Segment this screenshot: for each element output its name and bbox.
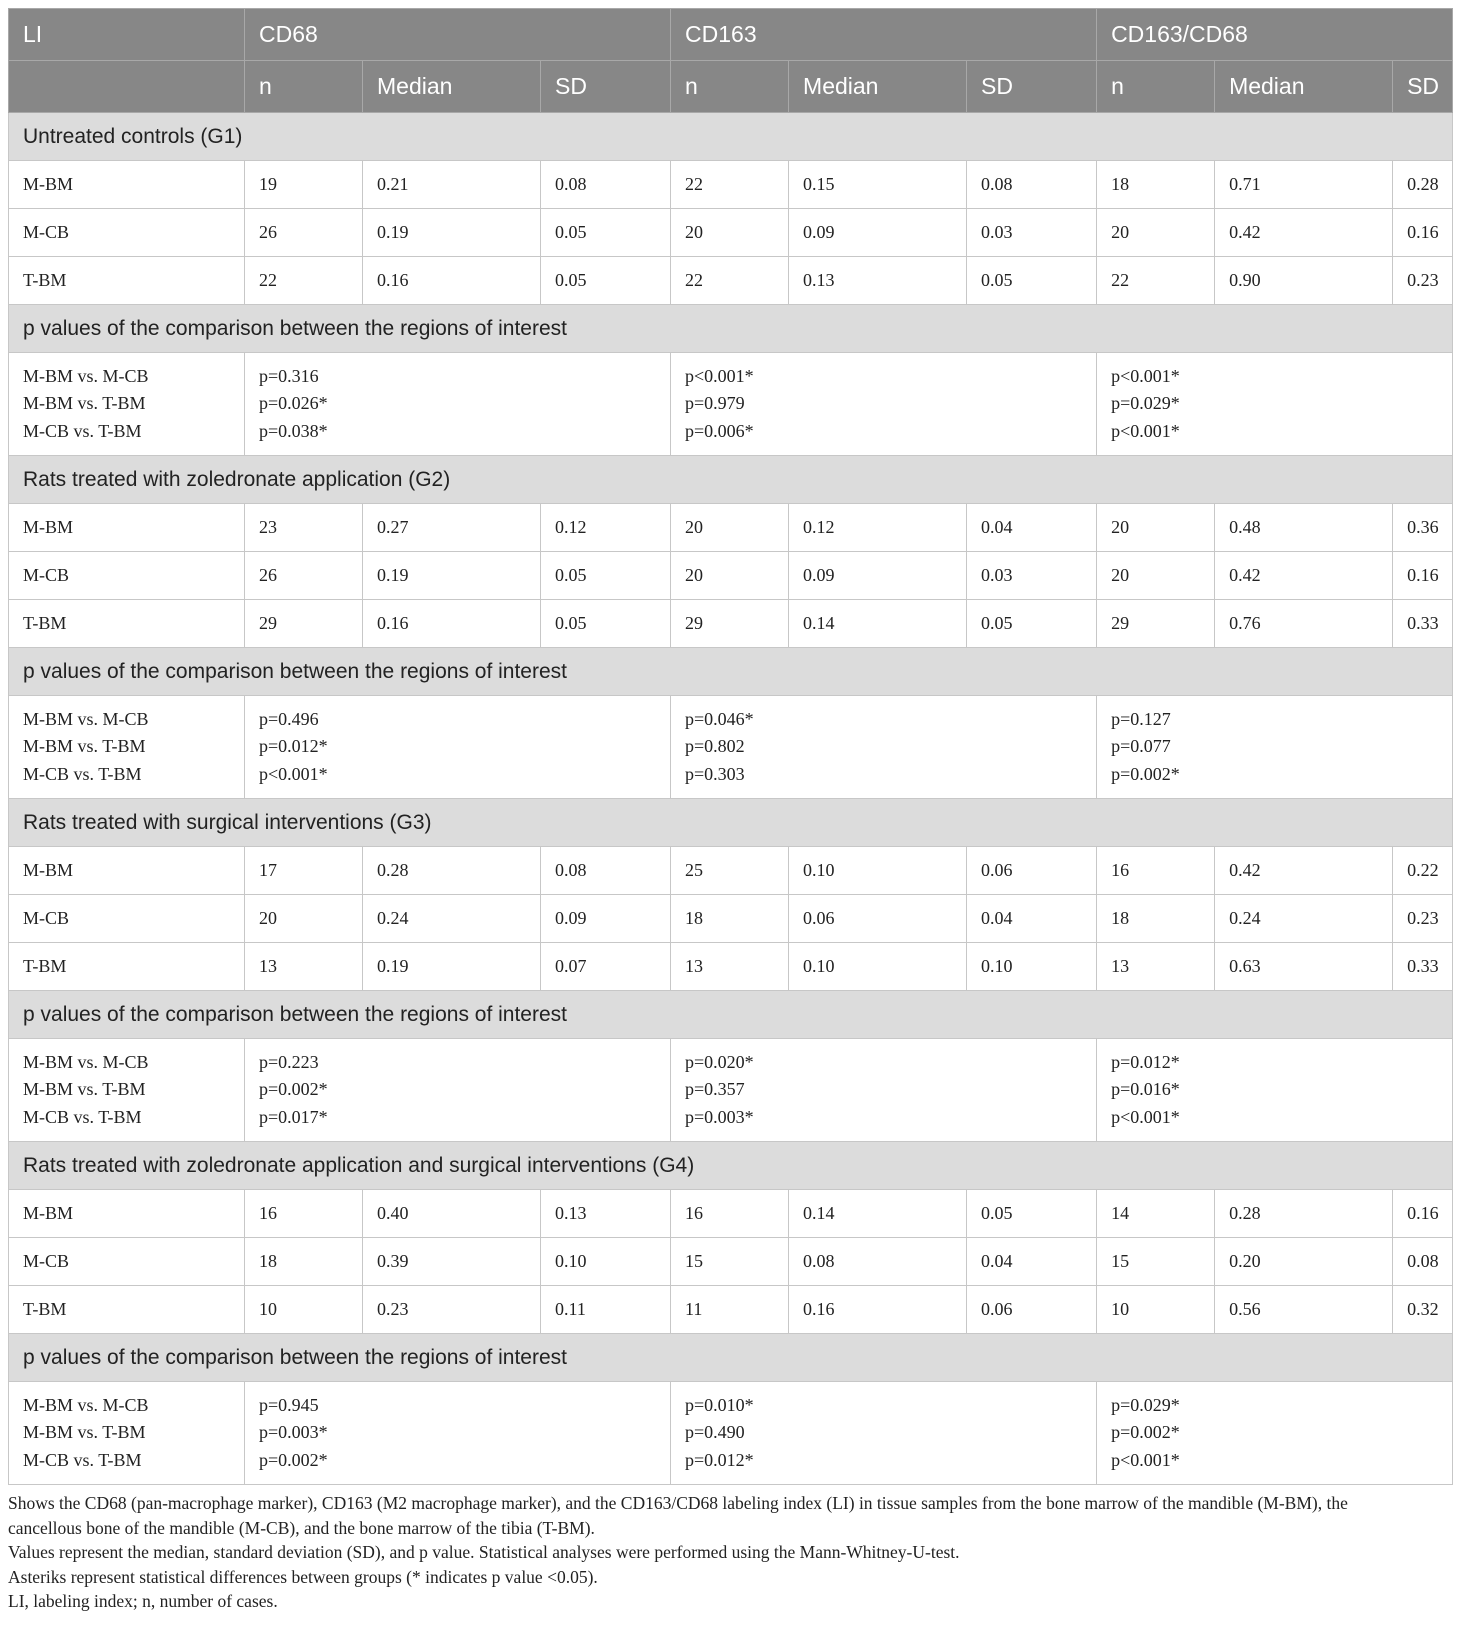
header-median: Median — [789, 61, 967, 113]
p-value: p=0.002* — [259, 1079, 328, 1100]
cd163-median-cell: 0.08 — [789, 1238, 967, 1286]
p-value: p=0.012* — [259, 736, 328, 757]
region-cell: T-BM — [9, 943, 245, 991]
header-median: Median — [363, 61, 541, 113]
ratio-n-cell: 13 — [1097, 943, 1215, 991]
ratio-median-cell: 0.48 — [1215, 504, 1393, 552]
p-value: p=0.012* — [1111, 1051, 1180, 1072]
p-value: p=0.223 — [259, 1051, 319, 1072]
ratio-n-cell: 20 — [1097, 552, 1215, 600]
ratio-median-cell: 0.63 — [1215, 943, 1393, 991]
table-row — [9, 847, 1453, 895]
ratio-n-cell: 10 — [1097, 1286, 1215, 1334]
group-title: Rats treated with surgical interventions (G3) — [9, 799, 1453, 847]
comparison-label: M-BM vs. M-CB — [23, 365, 149, 386]
cd163-median-cell: 0.14 — [789, 600, 967, 648]
p-value: p<0.001* — [1111, 420, 1180, 441]
cd68-sd-cell: 0.08 — [541, 161, 671, 209]
ratio-n-cell: 15 — [1097, 1238, 1215, 1286]
cd163-sd-cell: 0.04 — [967, 1238, 1097, 1286]
cd163-sd-cell: 0.10 — [967, 943, 1097, 991]
comparison-label: M-BM vs. M-CB — [23, 1394, 149, 1415]
header-row-2 — [9, 61, 1453, 113]
cd68-sd-cell: 0.07 — [541, 943, 671, 991]
p-value: p=0.945 — [259, 1394, 319, 1415]
ratio-pvalues-cell — [1097, 1382, 1453, 1485]
cd68-pvalues-cell — [245, 1039, 671, 1142]
pvalue-title: p values of the comparison between the regions of interest — [9, 991, 1453, 1039]
p-value: p<0.001* — [685, 365, 754, 386]
pvalue-header-row — [9, 1334, 1453, 1382]
ratio-median-cell: 0.42 — [1215, 552, 1393, 600]
ratio-median-cell: 0.42 — [1215, 847, 1393, 895]
table-row — [9, 552, 1453, 600]
table-row — [9, 257, 1453, 305]
cd163-median-cell: 0.12 — [789, 504, 967, 552]
comparison-labels-cell — [9, 353, 245, 456]
p-value: p=0.077 — [1111, 736, 1171, 757]
table-row — [9, 600, 1453, 648]
comparison-label: M-BM vs. T-BM — [23, 736, 146, 757]
p-value: p=0.316 — [259, 365, 319, 386]
region-cell: T-BM — [9, 600, 245, 648]
cd68-sd-cell: 0.13 — [541, 1190, 671, 1238]
p-value: p=0.002* — [1111, 1422, 1180, 1443]
header-empty — [9, 61, 245, 113]
ratio-sd-cell: 0.32 — [1393, 1286, 1453, 1334]
cd163-sd-cell: 0.05 — [967, 600, 1097, 648]
cd68-sd-cell: 0.05 — [541, 209, 671, 257]
cd163-median-cell: 0.10 — [789, 943, 967, 991]
pvalue-title: p values of the comparison between the regions of interest — [9, 648, 1453, 696]
comparison-label: M-CB vs. T-BM — [23, 1106, 142, 1127]
header-median: Median — [1215, 61, 1393, 113]
cd68-n-cell: 29 — [245, 600, 363, 648]
cd163-pvalues-cell — [671, 353, 1097, 456]
group-title: Rats treated with zoledronate application (G2) — [9, 456, 1453, 504]
cd68-sd-cell: 0.05 — [541, 600, 671, 648]
header-cd163: CD163 — [671, 9, 1097, 61]
p-value: p<0.001* — [1111, 1449, 1180, 1470]
p-value: p=0.016* — [1111, 1079, 1180, 1100]
cd163-sd-cell: 0.03 — [967, 552, 1097, 600]
ratio-median-cell: 0.90 — [1215, 257, 1393, 305]
cd163-median-cell: 0.13 — [789, 257, 967, 305]
cd163-pvalues-cell — [671, 1039, 1097, 1142]
ratio-median-cell: 0.71 — [1215, 161, 1393, 209]
ratio-median-cell: 0.24 — [1215, 895, 1393, 943]
p-value: p=0.046* — [685, 708, 754, 729]
pvalue-row — [9, 1382, 1453, 1485]
cd163-sd-cell: 0.08 — [967, 161, 1097, 209]
table-row — [9, 1190, 1453, 1238]
ratio-n-cell: 20 — [1097, 209, 1215, 257]
pvalue-title: p values of the comparison between the regions of interest — [9, 305, 1453, 353]
pvalue-header-row — [9, 648, 1453, 696]
cd163-n-cell: 16 — [671, 1190, 789, 1238]
cd163-pvalues-cell — [671, 1382, 1097, 1485]
p-value: p=0.026* — [259, 393, 328, 414]
footnote-line: LI, labeling index; n, number of cases. — [8, 1591, 278, 1611]
cd163-pvalues-cell — [671, 696, 1097, 799]
region-cell: T-BM — [9, 1286, 245, 1334]
cd68-n-cell: 26 — [245, 552, 363, 600]
cd68-median-cell: 0.39 — [363, 1238, 541, 1286]
comparison-label: M-CB vs. T-BM — [23, 1449, 142, 1470]
cd163-median-cell: 0.14 — [789, 1190, 967, 1238]
cd163-n-cell: 18 — [671, 895, 789, 943]
cd68-median-cell: 0.19 — [363, 943, 541, 991]
cd163-n-cell: 22 — [671, 257, 789, 305]
cd68-n-cell: 10 — [245, 1286, 363, 1334]
cd68-n-cell: 19 — [245, 161, 363, 209]
ratio-median-cell: 0.42 — [1215, 209, 1393, 257]
pvalue-row — [9, 353, 1453, 456]
header-sd: SD — [967, 61, 1097, 113]
cd68-pvalues-cell — [245, 1382, 671, 1485]
comparison-labels-cell — [9, 1039, 245, 1142]
pvalue-row — [9, 696, 1453, 799]
p-value: p=0.802 — [685, 736, 745, 757]
cd68-median-cell: 0.16 — [363, 257, 541, 305]
cd68-n-cell: 16 — [245, 1190, 363, 1238]
p-value: p=0.979 — [685, 393, 745, 414]
ratio-median-cell: 0.56 — [1215, 1286, 1393, 1334]
p-value: p=0.127 — [1111, 708, 1171, 729]
ratio-sd-cell: 0.08 — [1393, 1238, 1453, 1286]
header-row-1 — [9, 9, 1453, 61]
group-title: Untreated controls (G1) — [9, 113, 1453, 161]
table-row — [9, 1286, 1453, 1334]
comparison-label: M-BM vs. T-BM — [23, 1422, 146, 1443]
p-value: p<0.001* — [1111, 365, 1180, 386]
pvalue-header-row — [9, 991, 1453, 1039]
ratio-pvalues-cell — [1097, 1039, 1453, 1142]
cd68-median-cell: 0.21 — [363, 161, 541, 209]
cd68-sd-cell: 0.05 — [541, 257, 671, 305]
ratio-n-cell: 29 — [1097, 600, 1215, 648]
region-cell: M-CB — [9, 552, 245, 600]
cd163-n-cell: 22 — [671, 161, 789, 209]
cd163-n-cell: 13 — [671, 943, 789, 991]
ratio-sd-cell: 0.33 — [1393, 600, 1453, 648]
ratio-n-cell: 22 — [1097, 257, 1215, 305]
region-cell: M-BM — [9, 161, 245, 209]
p-value: p=0.038* — [259, 420, 328, 441]
ratio-n-cell: 16 — [1097, 847, 1215, 895]
cd163-median-cell: 0.09 — [789, 209, 967, 257]
cd68-median-cell: 0.19 — [363, 209, 541, 257]
table-row — [9, 161, 1453, 209]
cd68-pvalues-cell — [245, 353, 671, 456]
cd163-sd-cell: 0.05 — [967, 257, 1097, 305]
ratio-sd-cell: 0.23 — [1393, 895, 1453, 943]
ratio-sd-cell: 0.28 — [1393, 161, 1453, 209]
p-value: p=0.357 — [685, 1079, 745, 1100]
cd163-sd-cell: 0.06 — [967, 847, 1097, 895]
table-row — [9, 504, 1453, 552]
comparison-label: M-BM vs. M-CB — [23, 708, 149, 729]
header-li: LI — [9, 9, 245, 61]
ratio-sd-cell: 0.23 — [1393, 257, 1453, 305]
p-value: p=0.490 — [685, 1422, 745, 1443]
table-footnotes — [8, 1491, 1452, 1614]
cd163-n-cell: 20 — [671, 552, 789, 600]
p-value: p<0.001* — [1111, 1106, 1180, 1127]
ratio-n-cell: 18 — [1097, 895, 1215, 943]
comparison-label: M-BM vs. T-BM — [23, 1079, 146, 1100]
cd163-n-cell: 20 — [671, 209, 789, 257]
cd163-median-cell: 0.10 — [789, 847, 967, 895]
cd163-sd-cell: 0.03 — [967, 209, 1097, 257]
footnote-line: Values represent the median, standard deviation (SD), and p value. Statistical analyses were performed using the Mann-Whitney-U-test. — [8, 1542, 960, 1562]
region-cell: M-CB — [9, 895, 245, 943]
cd163-n-cell: 25 — [671, 847, 789, 895]
table-row — [9, 895, 1453, 943]
cd68-n-cell: 17 — [245, 847, 363, 895]
region-cell: M-BM — [9, 1190, 245, 1238]
group-title: Rats treated with zoledronate application and surgical interventions (G4) — [9, 1142, 1453, 1190]
region-cell: M-CB — [9, 1238, 245, 1286]
pvalue-row — [9, 1039, 1453, 1142]
cd68-n-cell: 13 — [245, 943, 363, 991]
cd68-sd-cell: 0.10 — [541, 1238, 671, 1286]
cd68-sd-cell: 0.12 — [541, 504, 671, 552]
header-cd68: CD68 — [245, 9, 671, 61]
p-value: p=0.496 — [259, 708, 319, 729]
region-cell: M-BM — [9, 847, 245, 895]
comparison-label: M-BM vs. T-BM — [23, 393, 146, 414]
p-value: p=0.017* — [259, 1106, 328, 1127]
p-value: p=0.002* — [259, 1449, 328, 1470]
header-n: n — [671, 61, 789, 113]
cd68-sd-cell: 0.05 — [541, 552, 671, 600]
cd68-n-cell: 26 — [245, 209, 363, 257]
cd163-n-cell: 29 — [671, 600, 789, 648]
p-value: p=0.029* — [1111, 393, 1180, 414]
ratio-sd-cell: 0.22 — [1393, 847, 1453, 895]
comparison-labels-cell — [9, 1382, 245, 1485]
ratio-median-cell: 0.76 — [1215, 600, 1393, 648]
header-sd: SD — [1393, 61, 1453, 113]
p-value: p=0.010* — [685, 1394, 754, 1415]
ratio-sd-cell: 0.36 — [1393, 504, 1453, 552]
ratio-sd-cell: 0.33 — [1393, 943, 1453, 991]
ratio-pvalues-cell — [1097, 353, 1453, 456]
cd68-median-cell: 0.16 — [363, 600, 541, 648]
cd68-sd-cell: 0.09 — [541, 895, 671, 943]
header-n: n — [245, 61, 363, 113]
ratio-n-cell: 18 — [1097, 161, 1215, 209]
table-body — [9, 113, 1453, 1485]
comparison-label: M-CB vs. T-BM — [23, 420, 142, 441]
cd68-n-cell: 18 — [245, 1238, 363, 1286]
region-cell: M-CB — [9, 209, 245, 257]
comparison-label: M-BM vs. M-CB — [23, 1051, 149, 1072]
cd68-median-cell: 0.28 — [363, 847, 541, 895]
cd163-n-cell: 11 — [671, 1286, 789, 1334]
results-table — [8, 8, 1453, 1485]
p-value: p=0.303 — [685, 763, 745, 784]
cd68-pvalues-cell — [245, 696, 671, 799]
cd68-median-cell: 0.23 — [363, 1286, 541, 1334]
ratio-pvalues-cell — [1097, 696, 1453, 799]
cd68-n-cell: 22 — [245, 257, 363, 305]
group-header-row — [9, 456, 1453, 504]
p-value: p=0.003* — [259, 1422, 328, 1443]
p-value: p=0.020* — [685, 1051, 754, 1072]
cd68-sd-cell: 0.11 — [541, 1286, 671, 1334]
header-sd: SD — [541, 61, 671, 113]
cd163-sd-cell: 0.05 — [967, 1190, 1097, 1238]
group-header-row — [9, 113, 1453, 161]
cd163-sd-cell: 0.04 — [967, 895, 1097, 943]
ratio-sd-cell: 0.16 — [1393, 1190, 1453, 1238]
cd68-median-cell: 0.40 — [363, 1190, 541, 1238]
cd163-n-cell: 20 — [671, 504, 789, 552]
cd163-median-cell: 0.16 — [789, 1286, 967, 1334]
cd163-n-cell: 15 — [671, 1238, 789, 1286]
header-n: n — [1097, 61, 1215, 113]
p-value: p=0.002* — [1111, 763, 1180, 784]
cd68-median-cell: 0.19 — [363, 552, 541, 600]
cd163-sd-cell: 0.06 — [967, 1286, 1097, 1334]
p-value: p=0.003* — [685, 1106, 754, 1127]
footnote-line: Shows the CD68 (pan-macrophage marker), CD163 (M2 macrophage marker), and the CD163/CD68 labeling index (LI) in tissue samples from the bone marrow of the mandible (M-BM), the — [8, 1493, 1348, 1513]
table-row — [9, 943, 1453, 991]
ratio-median-cell: 0.28 — [1215, 1190, 1393, 1238]
cd163-median-cell: 0.09 — [789, 552, 967, 600]
cd68-median-cell: 0.24 — [363, 895, 541, 943]
footnote-line: cancellous bone of the mandible (M-CB), and the bone marrow of the tibia (T-BM). — [8, 1517, 595, 1538]
cd163-median-cell: 0.15 — [789, 161, 967, 209]
ratio-median-cell: 0.20 — [1215, 1238, 1393, 1286]
group-header-row — [9, 799, 1453, 847]
region-cell: M-BM — [9, 504, 245, 552]
pvalue-title: p values of the comparison between the regions of interest — [9, 1334, 1453, 1382]
header-ratio: CD163/CD68 — [1097, 9, 1453, 61]
ratio-sd-cell: 0.16 — [1393, 209, 1453, 257]
document — [8, 8, 1452, 1614]
group-header-row — [9, 1142, 1453, 1190]
p-value: p=0.012* — [685, 1449, 754, 1470]
cd163-sd-cell: 0.04 — [967, 504, 1097, 552]
footnote-line: Asteriks represent statistical differences between groups (* indicates p value <0.05). — [8, 1566, 598, 1587]
cd68-n-cell: 23 — [245, 504, 363, 552]
cd68-sd-cell: 0.08 — [541, 847, 671, 895]
cd68-n-cell: 20 — [245, 895, 363, 943]
p-value: p=0.006* — [685, 420, 754, 441]
cd163-median-cell: 0.06 — [789, 895, 967, 943]
pvalue-header-row — [9, 305, 1453, 353]
comparison-label: M-CB vs. T-BM — [23, 763, 142, 784]
ratio-sd-cell: 0.16 — [1393, 552, 1453, 600]
ratio-n-cell: 14 — [1097, 1190, 1215, 1238]
comparison-labels-cell — [9, 696, 245, 799]
p-value: p<0.001* — [259, 763, 328, 784]
region-cell: T-BM — [9, 257, 245, 305]
cd68-median-cell: 0.27 — [363, 504, 541, 552]
table-row — [9, 209, 1453, 257]
ratio-n-cell: 20 — [1097, 504, 1215, 552]
table-row — [9, 1238, 1453, 1286]
p-value: p=0.029* — [1111, 1394, 1180, 1415]
